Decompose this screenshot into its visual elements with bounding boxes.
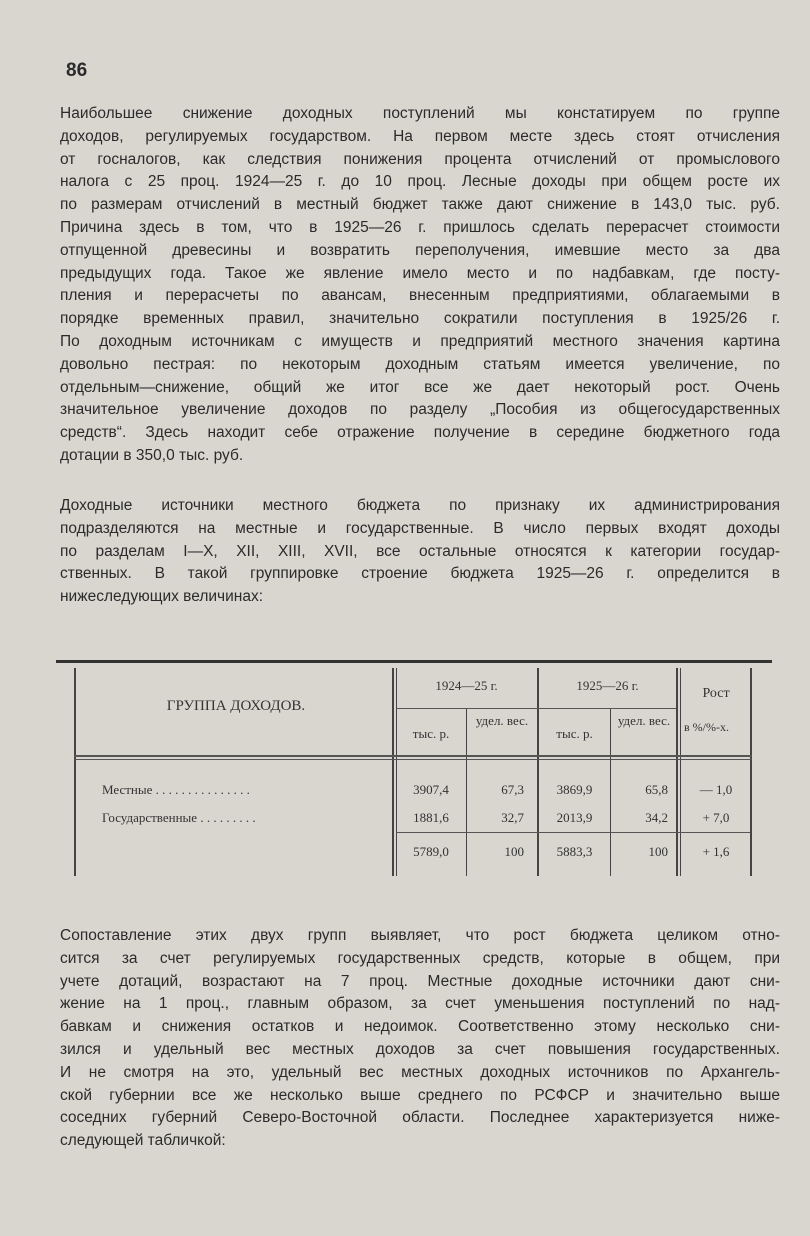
- page-number: 86: [66, 60, 88, 81]
- table-cell: 3907,4: [413, 782, 449, 797]
- text-line: подразделяются на местные и государственные. В число первых входят доходы: [60, 519, 780, 537]
- table-cell: 65,8: [645, 782, 668, 797]
- text-line: ской губернии все же несколько выше среднего по РСФСР и значительно выше: [60, 1086, 780, 1104]
- y1-tys-header: тыс. р.: [412, 726, 450, 741]
- table-cell: — 1,0: [699, 782, 733, 797]
- text-line: Наибольшее снижение доходных поступлений мы констатируем по группе: [60, 105, 780, 122]
- text-line: Доходные источники местного бюджета по признаку их администрирования: [60, 497, 780, 514]
- table-cell: 32,7: [501, 810, 524, 825]
- table-total-cell: 5789,0: [413, 844, 449, 859]
- table-cell: 2013,9: [556, 810, 593, 825]
- y1-udel-header: удел. вес.: [475, 713, 529, 728]
- paragraph-comparison: [60, 925, 780, 1153]
- table-total-cell: 100: [504, 844, 524, 859]
- text-line: соседних губерний Северо-Восточной области. Последнее характеризуется ниже-: [60, 1109, 780, 1127]
- text-line: по размерам отчислений в местный бюджет также дают снижение в 143,0 тыс. руб.: [60, 196, 780, 214]
- table-total-cell: + 1,6: [702, 844, 730, 859]
- text-line: нижеследующих величинах:: [60, 588, 264, 606]
- text-line: значительное увеличение доходов по разделу „Пособия из общегосударственных: [60, 401, 780, 419]
- year2-header: 1925—26 г.: [576, 678, 639, 693]
- paragraph-revenue-decline: [60, 103, 780, 468]
- table-top-rule: [56, 660, 772, 663]
- text-line: следующей табличкой:: [60, 1132, 226, 1150]
- growth-header: Рост: [702, 686, 730, 701]
- table-total-cell: 5883,3: [556, 844, 593, 859]
- text-line: доходов, регулируемых государством. На первом месте здесь стоят отчисления: [60, 127, 780, 145]
- text-line: Сопоставление этих двух групп выявляет, что рост бюджета целиком отно-: [60, 927, 780, 944]
- text-line: отпущенной древесины и возвратить переполучения, имевшие место за два: [60, 241, 780, 259]
- text-line: учете дотаций, возрастают на 7 проц. Местные доходные источники дают сни-: [60, 972, 780, 990]
- group-header: ГРУППА ДОХОДОВ.: [166, 698, 306, 714]
- text-line: довольно пестрая: по некоторым доходным статьям имеется увеличение, по: [60, 355, 780, 373]
- text-line: от госналогов, как следствия понижения процента отчислений от промыслового: [60, 150, 780, 168]
- text-line: сится за счет регулируемых государственных средств, которые в общем, при: [60, 949, 780, 967]
- text-line: жение на 1 проц., главным образом, за счет уменьшения поступлений по над-: [60, 995, 780, 1013]
- text-line: налога с 25 проц. 1924—25 г. до 10 проц. Лесные доходы при общем росте их: [60, 173, 780, 191]
- table-total-cell: 100: [648, 844, 668, 859]
- table-row-label: Местные . . . . . . . . . . . . . . .: [102, 782, 250, 797]
- text-line: Причина здесь в том, что в 1925—26 г. пришлось сделать перерасчет стоимости: [60, 218, 780, 236]
- text-line: отдельным—снижение, общий же итог все же дает некоторый рост. Очень: [60, 378, 780, 396]
- table-cell: 1881,6: [413, 810, 449, 825]
- table-cell: 34,2: [645, 810, 668, 825]
- table-cell: 67,3: [501, 782, 524, 797]
- text-line: По доходным источникам с имуществ и предприятий местного значения картина: [60, 332, 780, 350]
- table-cell: + 7,0: [702, 810, 730, 825]
- y2-tys-header: тыс. р.: [556, 726, 593, 741]
- text-line: порядке временных правил, значительно сократили поступления в 1925/26 г.: [60, 310, 780, 328]
- text-line: предыдущих года. Такое же явление имело место и по надбавкам, где посту-: [60, 264, 780, 282]
- text-line: по разделам I—X, XII, XIII, XVII, все остальные относятся к категории государ-: [60, 542, 780, 560]
- text-line: зился и удельный вес местных доходов за счет повышения государственных.: [60, 1040, 780, 1058]
- text-line: средств“. Здесь находит себе отражение получение в середине бюджетного года: [60, 424, 780, 442]
- year1-header: 1924—25 г.: [435, 678, 498, 693]
- text-line: дотации в 350,0 тыс. руб.: [60, 446, 244, 464]
- paragraph-revenue-sources: [60, 495, 780, 609]
- budget-structure-table: [56, 660, 772, 876]
- table-cell: 3869,9: [556, 782, 593, 797]
- text-line: И не смотря на это, удельный вес местных доходных источников по Архангель-: [60, 1063, 780, 1081]
- table-row-label: Государственные . . . . . . . . .: [102, 810, 256, 825]
- text-line: ственных. В такой группировке строение бюджета 1925—26 г. определится в: [60, 565, 780, 583]
- growth-subheader: в %/%-х.: [684, 720, 729, 734]
- text-line: бавкам и снижения остатков и недоимок. Соответственно этому несколько сни-: [60, 1018, 780, 1036]
- y2-udel-header: удел. вес.: [617, 713, 671, 728]
- text-line: пления и перерасчеты по авансам, внесенным предприятиями, облагаемыми в: [60, 287, 780, 305]
